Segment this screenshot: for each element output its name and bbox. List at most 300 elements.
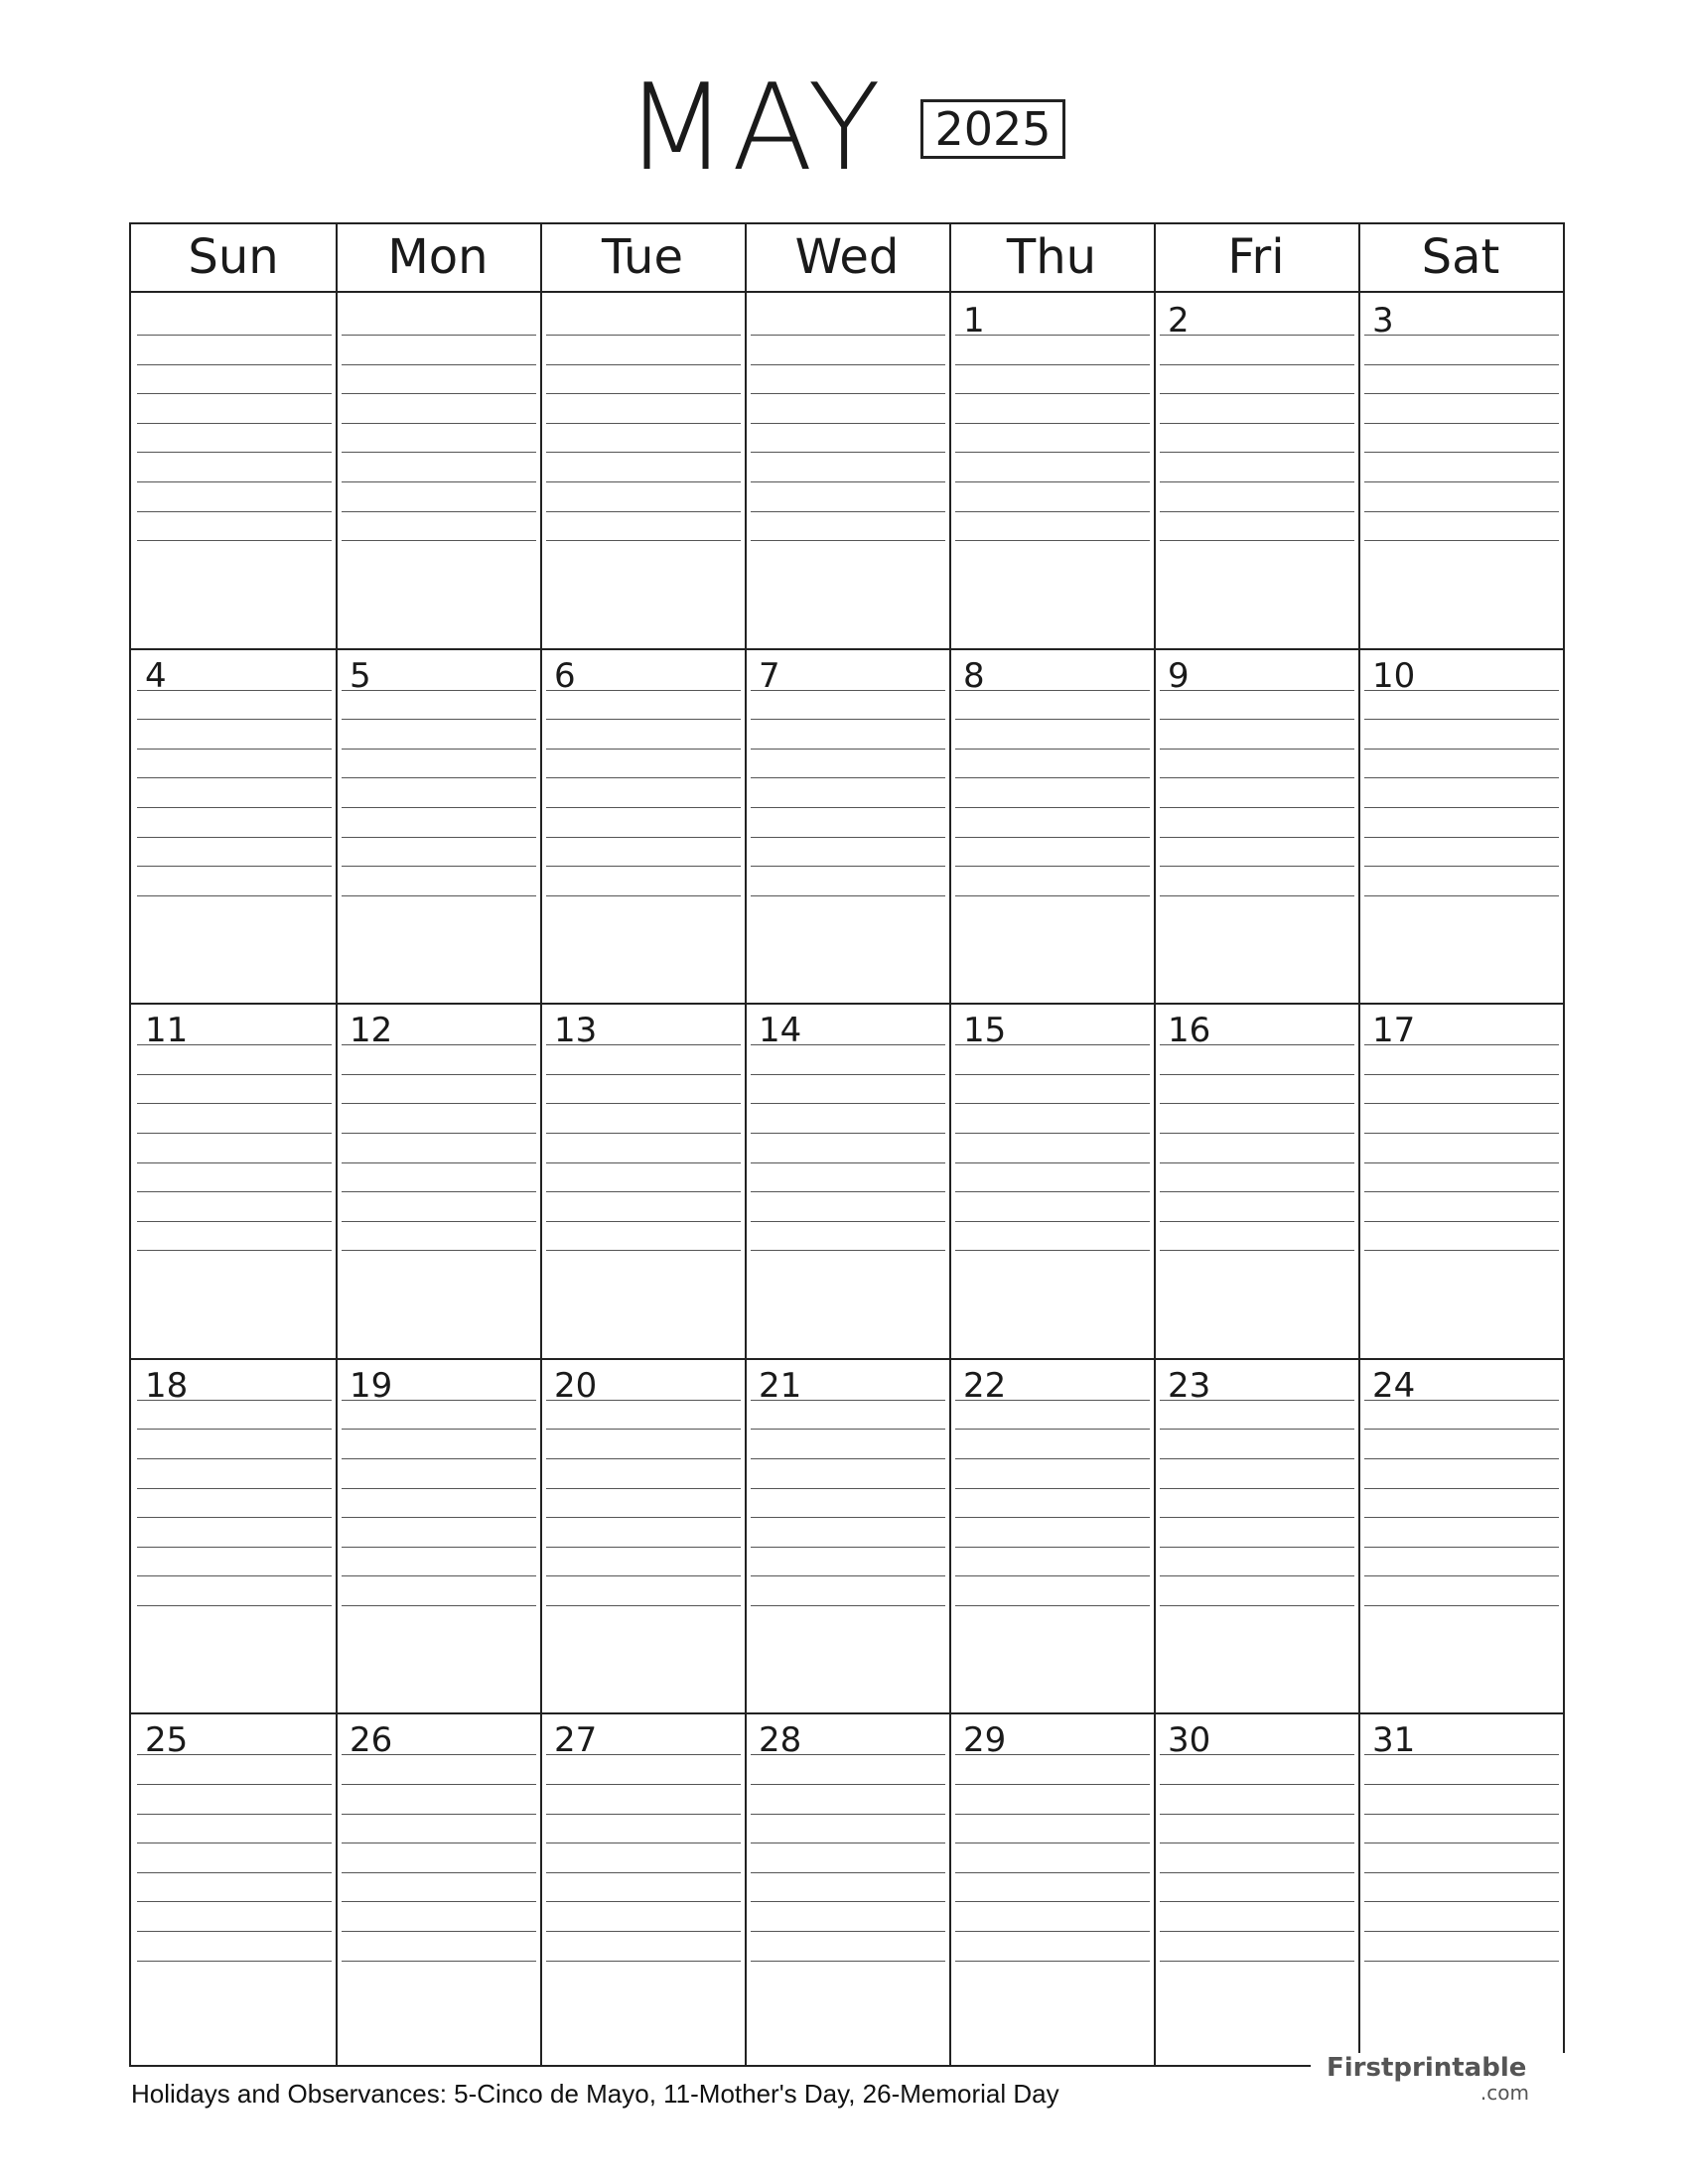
note-line: [1160, 1754, 1354, 1755]
note-line: [342, 511, 536, 512]
day-cell[interactable]: [542, 1003, 745, 1358]
note-line: [137, 1044, 332, 1045]
note-line: [546, 1162, 741, 1163]
note-line: [955, 807, 1150, 808]
note-line: [546, 540, 741, 541]
day-cell[interactable]: [1156, 1712, 1358, 2068]
day-cell[interactable]: [542, 1712, 745, 2068]
note-line: [546, 1754, 741, 1755]
note-line: [342, 1250, 536, 1251]
note-line: [137, 1250, 332, 1251]
note-line: [1364, 837, 1559, 838]
note-line: [955, 540, 1150, 541]
note-line: [546, 837, 741, 838]
note-line: [1160, 1221, 1354, 1222]
note-line: [1160, 1784, 1354, 1785]
day-cell[interactable]: [338, 1712, 540, 2068]
note-line: [342, 1074, 536, 1075]
weekday-header-tue: Tue: [602, 229, 683, 285]
note-line: [546, 1191, 741, 1192]
day-number: 28: [759, 1720, 802, 1761]
day-cell[interactable]: [1360, 1003, 1563, 1358]
day-cell[interactable]: [951, 648, 1154, 1004]
note-line: [751, 393, 945, 394]
day-cell[interactable]: [951, 1712, 1154, 2068]
note-line: [751, 481, 945, 482]
note-line: [1364, 1488, 1559, 1489]
note-line: [751, 777, 945, 778]
day-number: 27: [554, 1720, 598, 1761]
note-line: [342, 1961, 536, 1962]
note-line: [342, 1575, 536, 1576]
note-line: [751, 895, 945, 896]
note-line: [1364, 393, 1559, 394]
note-line: [1364, 1458, 1559, 1459]
day-number: 23: [1168, 1365, 1211, 1406]
note-line: [1160, 452, 1354, 453]
day-number: 7: [759, 655, 780, 696]
day-cell[interactable]: [951, 293, 1154, 648]
note-line: [137, 1547, 332, 1548]
note-line: [137, 1221, 332, 1222]
note-line: [751, 1429, 945, 1430]
note-line: [1364, 1074, 1559, 1075]
note-line: [751, 1575, 945, 1576]
note-line: [1364, 807, 1559, 808]
note-line: [955, 364, 1150, 365]
note-line: [955, 837, 1150, 838]
note-line: [546, 364, 741, 365]
note-line: [751, 335, 945, 336]
note-line: [955, 866, 1150, 867]
note-line: [1160, 1814, 1354, 1815]
day-cell[interactable]: [338, 1358, 540, 1713]
note-line: [546, 1605, 741, 1606]
note-line: [1364, 1901, 1559, 1902]
day-cell[interactable]: [1156, 648, 1358, 1004]
note-line: [546, 1872, 741, 1873]
note-line: [1364, 1547, 1559, 1548]
note-line: [546, 1221, 741, 1222]
note-line: [137, 1605, 332, 1606]
note-line: [546, 749, 741, 750]
note-line: [137, 1191, 332, 1192]
holidays-note: Holidays and Observances: 5-Cinco de Mayo, 11-Mother's Day, 26-Memorial Day: [131, 2079, 1059, 2109]
note-line: [751, 1605, 945, 1606]
day-number: 10: [1372, 655, 1416, 696]
note-line: [137, 1575, 332, 1576]
note-line: [955, 481, 1150, 482]
note-line: [546, 1044, 741, 1045]
day-cell[interactable]: [133, 1003, 336, 1358]
note-line: [137, 837, 332, 838]
note-line: [342, 895, 536, 896]
day-number: 20: [554, 1365, 598, 1406]
note-line: [1160, 749, 1354, 750]
note-line: [955, 895, 1150, 896]
note-line: [751, 511, 945, 512]
note-line: [137, 1931, 332, 1932]
note-line: [1364, 1961, 1559, 1962]
note-line: [546, 481, 741, 482]
day-number: 26: [350, 1720, 393, 1761]
note-line: [546, 452, 741, 453]
note-line: [1160, 1575, 1354, 1576]
note-line: [342, 364, 536, 365]
note-line: [751, 1517, 945, 1518]
day-cell[interactable]: [542, 293, 745, 648]
note-line: [1364, 1191, 1559, 1192]
day-number: 1: [963, 301, 985, 341]
note-line: [955, 1191, 1150, 1192]
note-line: [342, 393, 536, 394]
note-line: [1364, 364, 1559, 365]
note-line: [1364, 335, 1559, 336]
note-line: [546, 807, 741, 808]
note-line: [955, 1814, 1150, 1815]
note-line: [1160, 1250, 1354, 1251]
note-line: [137, 1133, 332, 1134]
note-line: [342, 1458, 536, 1459]
note-line: [751, 1458, 945, 1459]
day-cell[interactable]: [1360, 293, 1563, 648]
note-line: [751, 452, 945, 453]
note-line: [751, 1250, 945, 1251]
note-line: [342, 1754, 536, 1755]
note-line: [546, 1488, 741, 1489]
day-number: 4: [145, 655, 167, 696]
note-line: [955, 1133, 1150, 1134]
note-line: [1160, 1133, 1354, 1134]
note-line: [342, 540, 536, 541]
day-cell[interactable]: [338, 1003, 540, 1358]
note-line: [955, 452, 1150, 453]
brand-domain: .com: [1479, 2081, 1529, 2105]
note-line: [137, 1400, 332, 1401]
note-line: [546, 1814, 741, 1815]
day-number: 3: [1372, 301, 1394, 341]
note-line: [751, 1814, 945, 1815]
note-line: [342, 690, 536, 691]
day-number: 19: [350, 1365, 393, 1406]
note-line: [546, 423, 741, 424]
weekday-header-mon: Mon: [387, 229, 489, 285]
note-line: [1160, 1044, 1354, 1045]
note-line: [137, 777, 332, 778]
note-line: [546, 1931, 741, 1932]
day-cell[interactable]: [542, 1358, 745, 1713]
day-cell[interactable]: [951, 1003, 1154, 1358]
day-number: 24: [1372, 1365, 1416, 1406]
note-line: [1160, 1488, 1354, 1489]
day-cell[interactable]: [951, 1358, 1154, 1713]
day-number: 21: [759, 1365, 802, 1406]
note-line: [751, 1221, 945, 1222]
note-line: [751, 1901, 945, 1902]
note-line: [546, 511, 741, 512]
note-line: [1364, 719, 1559, 720]
note-line: [1364, 1931, 1559, 1932]
note-line: [342, 749, 536, 750]
day-number: 6: [554, 655, 576, 696]
note-line: [342, 423, 536, 424]
note-line: [1364, 1250, 1559, 1251]
day-cell[interactable]: [1156, 1358, 1358, 1713]
note-line: [546, 1784, 741, 1785]
weekday-header-sat: Sat: [1421, 229, 1500, 285]
note-line: [1160, 423, 1354, 424]
note-line: [751, 1488, 945, 1489]
note-line: [955, 777, 1150, 778]
note-line: [1160, 690, 1354, 691]
day-cell[interactable]: [338, 648, 540, 1004]
day-number: 8: [963, 655, 985, 696]
day-cell[interactable]: [542, 648, 745, 1004]
day-number: 29: [963, 1720, 1007, 1761]
note-line: [1160, 1872, 1354, 1873]
note-line: [1364, 1575, 1559, 1576]
note-line: [546, 1103, 741, 1104]
note-line: [342, 1162, 536, 1163]
note-line: [751, 364, 945, 365]
day-cell[interactable]: [133, 1712, 336, 2068]
note-line: [137, 1162, 332, 1163]
note-line: [955, 1429, 1150, 1430]
note-line: [751, 1191, 945, 1192]
note-line: [137, 423, 332, 424]
note-line: [1160, 1103, 1354, 1104]
note-line: [1364, 1400, 1559, 1401]
brand-name: Firstprintable: [1327, 2053, 1527, 2083]
calendar-grid: [129, 222, 1565, 2067]
day-number: 13: [554, 1011, 598, 1051]
note-line: [137, 1429, 332, 1430]
note-line: [955, 335, 1150, 336]
note-line: [751, 1400, 945, 1401]
day-cell[interactable]: [133, 293, 336, 648]
note-line: [1364, 895, 1559, 896]
note-line: [955, 1872, 1150, 1873]
note-line: [137, 481, 332, 482]
note-line: [546, 866, 741, 867]
note-line: [751, 1784, 945, 1785]
note-line: [342, 1133, 536, 1134]
day-cell[interactable]: [747, 1003, 949, 1358]
note-line: [955, 1961, 1150, 1962]
note-line: [342, 335, 536, 336]
note-line: [342, 1221, 536, 1222]
note-line: [546, 335, 741, 336]
day-number: 22: [963, 1365, 1007, 1406]
note-line: [955, 749, 1150, 750]
day-cell[interactable]: [747, 648, 949, 1004]
note-line: [546, 690, 741, 691]
day-cell[interactable]: [133, 648, 336, 1004]
note-line: [955, 1458, 1150, 1459]
note-line: [1364, 777, 1559, 778]
note-line: [1364, 540, 1559, 541]
note-line: [137, 364, 332, 365]
note-line: [342, 1901, 536, 1902]
note-line: [751, 1931, 945, 1932]
note-line: [1364, 1221, 1559, 1222]
note-line: [955, 1575, 1150, 1576]
day-cell[interactable]: [1360, 648, 1563, 1004]
note-line: [137, 690, 332, 691]
weekday-header-fri: Fri: [1227, 229, 1285, 285]
note-line: [751, 1103, 945, 1104]
note-line: [955, 1605, 1150, 1606]
day-number: 25: [145, 1720, 189, 1761]
note-line: [1364, 481, 1559, 482]
note-line: [1160, 1961, 1354, 1962]
note-line: [546, 1074, 741, 1075]
note-line: [137, 1754, 332, 1755]
note-line: [137, 1517, 332, 1518]
note-line: [137, 1872, 332, 1873]
day-number: 18: [145, 1365, 189, 1406]
note-line: [955, 1162, 1150, 1163]
note-line: [546, 393, 741, 394]
note-line: [546, 1429, 741, 1430]
note-line: [546, 1250, 741, 1251]
note-line: [137, 1901, 332, 1902]
note-line: [955, 690, 1150, 691]
note-line: [1160, 895, 1354, 896]
note-line: [1364, 690, 1559, 691]
day-cell[interactable]: [133, 1358, 336, 1713]
day-cell[interactable]: [338, 293, 540, 648]
note-line: [955, 1103, 1150, 1104]
note-line: [1160, 1605, 1354, 1606]
note-line: [955, 1250, 1150, 1251]
note-line: [137, 540, 332, 541]
note-line: [342, 837, 536, 838]
note-line: [342, 1784, 536, 1785]
brand-logo: [1311, 2053, 1565, 2113]
note-line: [751, 1754, 945, 1755]
note-line: [751, 540, 945, 541]
note-line: [1364, 1605, 1559, 1606]
note-line: [955, 1901, 1150, 1902]
note-line: [1160, 837, 1354, 838]
note-line: [1364, 1754, 1559, 1755]
note-line: [1364, 452, 1559, 453]
note-line: [955, 423, 1150, 424]
note-line: [137, 719, 332, 720]
note-line: [546, 1517, 741, 1518]
note-line: [546, 1547, 741, 1548]
note-line: [137, 866, 332, 867]
day-cell[interactable]: [747, 293, 949, 648]
note-line: [546, 1961, 741, 1962]
day-cell[interactable]: [1360, 1358, 1563, 1713]
note-line: [751, 1547, 945, 1548]
note-line: [1160, 1901, 1354, 1902]
note-line: [546, 777, 741, 778]
note-line: [955, 1754, 1150, 1755]
note-line: [342, 1931, 536, 1932]
note-line: [1364, 423, 1559, 424]
day-cell[interactable]: [1156, 293, 1358, 648]
note-line: [751, 690, 945, 691]
note-line: [955, 1517, 1150, 1518]
note-line: [546, 1458, 741, 1459]
note-line: [1364, 1133, 1559, 1134]
note-line: [955, 1784, 1150, 1785]
note-line: [955, 1044, 1150, 1045]
note-line: [546, 1575, 741, 1576]
note-line: [342, 807, 536, 808]
day-number: 12: [350, 1011, 393, 1051]
note-line: [1160, 481, 1354, 482]
day-cell[interactable]: [747, 1712, 949, 2068]
day-cell[interactable]: [1360, 1712, 1563, 2068]
note-line: [1160, 1162, 1354, 1163]
day-number: 15: [963, 1011, 1007, 1051]
note-line: [751, 837, 945, 838]
day-number: 30: [1168, 1720, 1211, 1761]
note-line: [342, 1814, 536, 1815]
note-line: [1160, 719, 1354, 720]
note-line: [546, 1901, 741, 1902]
note-line: [1364, 1429, 1559, 1430]
note-line: [1160, 364, 1354, 365]
note-line: [342, 719, 536, 720]
note-line: [137, 1074, 332, 1075]
note-line: [955, 393, 1150, 394]
note-line: [955, 511, 1150, 512]
note-line: [1364, 1517, 1559, 1518]
weekday-header-wed: Wed: [794, 229, 900, 285]
note-line: [342, 1547, 536, 1548]
note-line: [137, 393, 332, 394]
note-line: [137, 1961, 332, 1962]
weekday-header-thu: Thu: [1006, 229, 1097, 285]
weekday-header-sun: Sun: [188, 229, 279, 285]
day-number: 9: [1168, 655, 1190, 696]
note-line: [1364, 1103, 1559, 1104]
note-line: [955, 719, 1150, 720]
note-line: [955, 1074, 1150, 1075]
day-cell[interactable]: [747, 1358, 949, 1713]
day-cell[interactable]: [1156, 1003, 1358, 1358]
note-line: [342, 1517, 536, 1518]
note-line: [137, 335, 332, 336]
day-number: 11: [145, 1011, 189, 1051]
note-line: [342, 1488, 536, 1489]
note-line: [751, 1162, 945, 1163]
note-line: [1160, 866, 1354, 867]
note-line: [1364, 1784, 1559, 1785]
note-line: [1160, 1547, 1354, 1548]
note-line: [1364, 1162, 1559, 1163]
note-line: [137, 749, 332, 750]
note-line: [546, 895, 741, 896]
note-line: [342, 1103, 536, 1104]
note-line: [137, 1488, 332, 1489]
note-line: [955, 1488, 1150, 1489]
note-line: [1160, 1429, 1354, 1430]
note-line: [1160, 511, 1354, 512]
note-line: [1364, 511, 1559, 512]
note-line: [137, 1103, 332, 1104]
note-line: [955, 1931, 1150, 1932]
note-line: [751, 1872, 945, 1873]
note-line: [1160, 807, 1354, 808]
note-line: [137, 1814, 332, 1815]
day-number: 17: [1372, 1011, 1416, 1051]
